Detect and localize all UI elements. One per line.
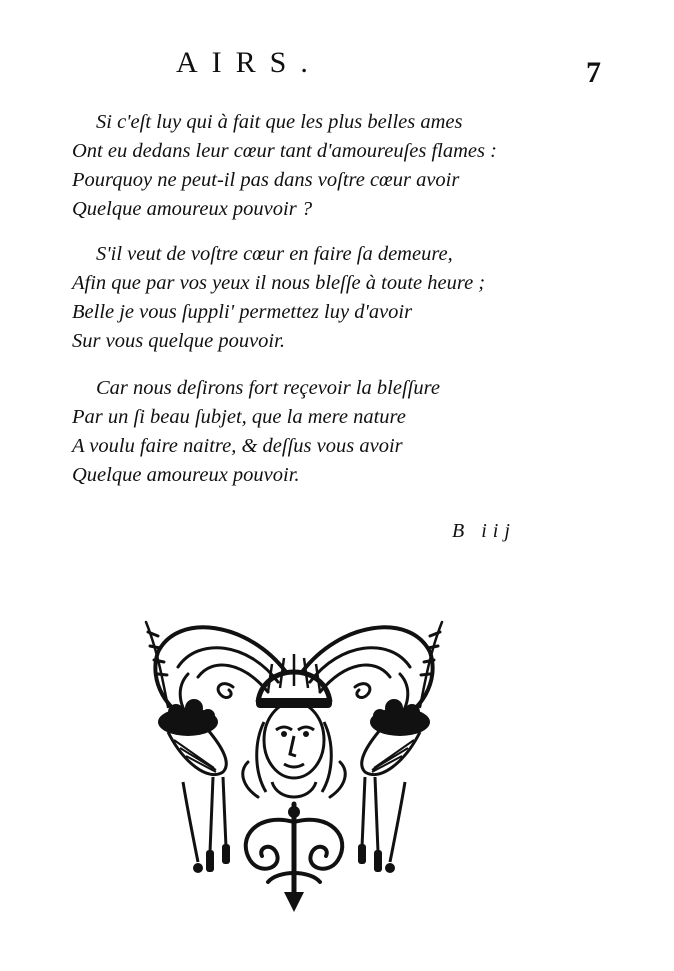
verse-line: Ont eu dedans leur cœur tant d'amoureuſes flames : bbox=[72, 140, 497, 162]
verse-line: Quelque amoureux pouvoir. bbox=[72, 464, 300, 486]
verse-line: A voulu faire naitre, & deſſus vous avoir bbox=[72, 435, 403, 457]
verse-line: Si c'eſt luy qui à fait que les plus belles ames bbox=[96, 111, 463, 133]
page-number: 7 bbox=[586, 56, 601, 89]
verse-line: Quelque amoureux pouvoir ? bbox=[72, 198, 313, 220]
signature-mark: B iij bbox=[452, 520, 516, 542]
verse-line: Afin que par vos yeux il nous bleſſe à toute heure ; bbox=[72, 272, 486, 294]
running-title: AIRS. bbox=[176, 46, 322, 79]
verse-line: Car nous deſirons fort reçevoir la bleſſure bbox=[96, 377, 440, 399]
stanza-3 bbox=[72, 374, 542, 490]
verse-line: Sur vous quelque pouvoir. bbox=[72, 330, 285, 352]
tailpiece-ornament-icon bbox=[138, 612, 450, 914]
verse-line: S'il veut de voſtre cœur en faire ſa demeure, bbox=[96, 243, 453, 265]
verse-line: Belle je vous ſuppli' permettez luy d'avoir bbox=[72, 301, 413, 323]
verse-line: Par un ſi beau ſubjet, que la mere nature bbox=[72, 406, 406, 428]
stanza-1 bbox=[72, 108, 542, 224]
stanza-2 bbox=[72, 240, 542, 356]
verse-line: Pourquoy ne peut-il pas dans voſtre cœur avoir bbox=[72, 169, 460, 191]
